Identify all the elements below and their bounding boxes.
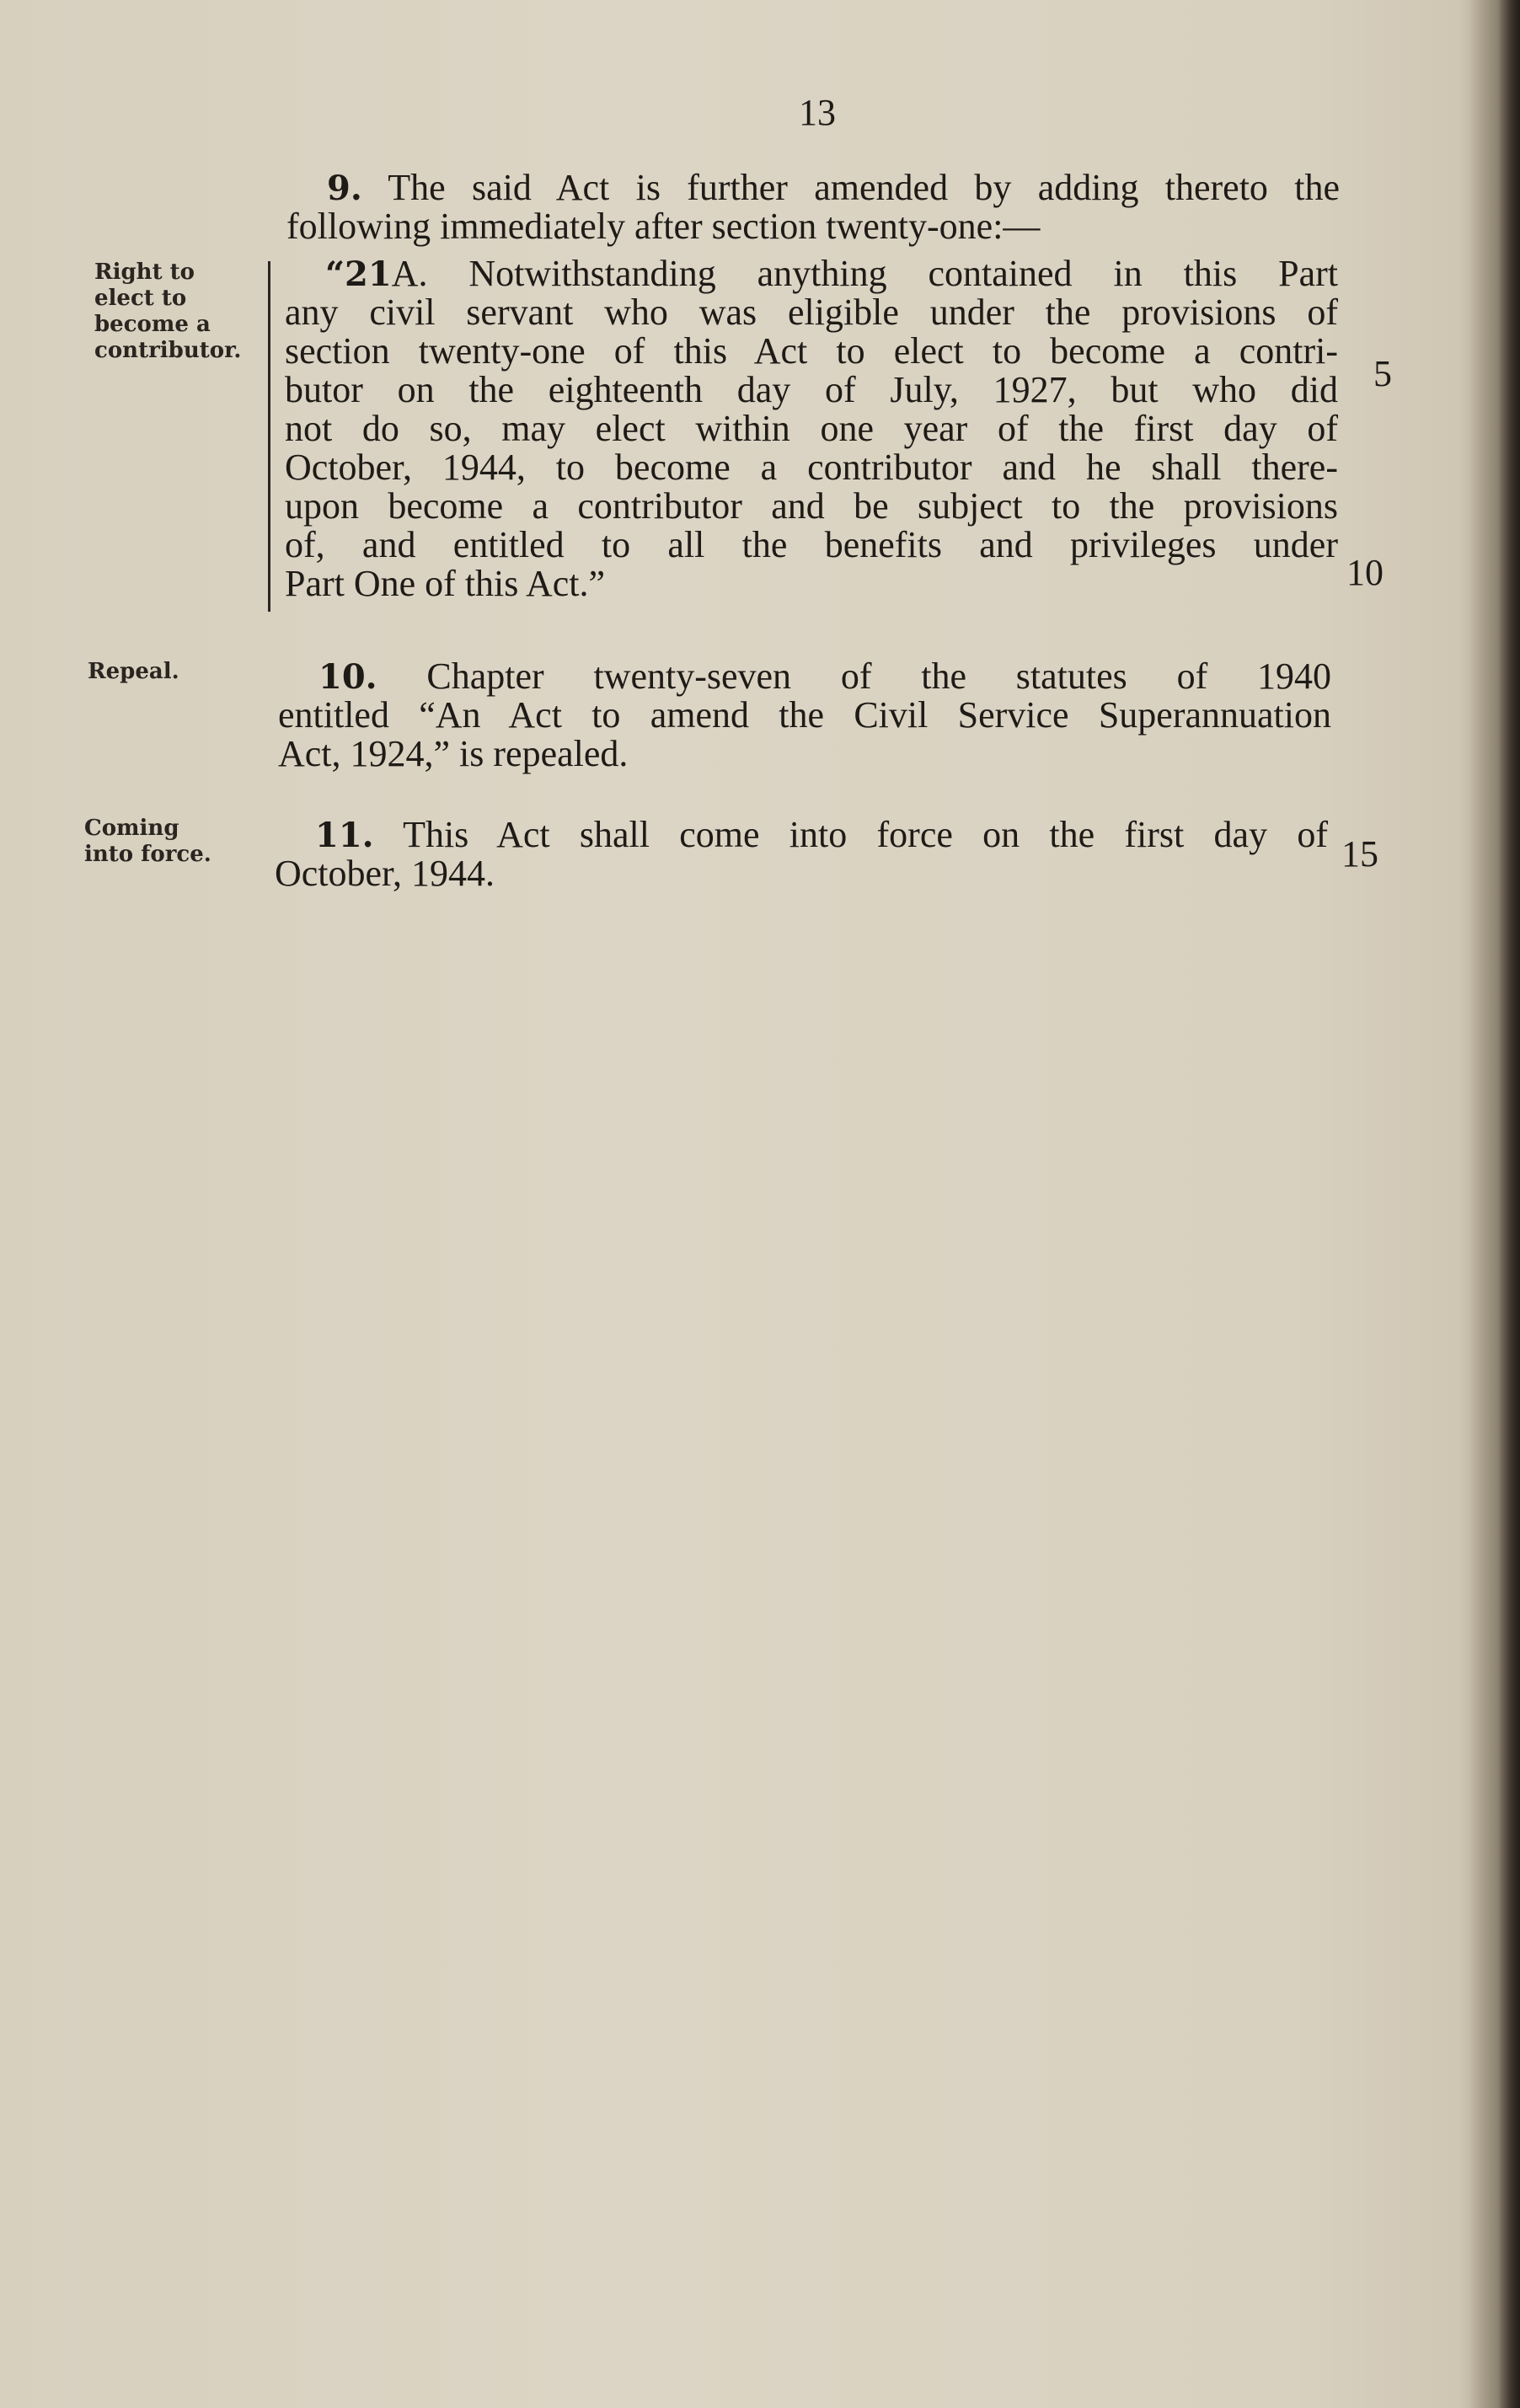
section-21a-number: “21: [325, 254, 392, 294]
section-10-line: Act, 1924,” is repealed.: [278, 733, 629, 774]
section-9-line: [286, 169, 1340, 207]
margin-note-line: elect to: [94, 286, 187, 311]
section-11-text: This Act shall come into force on the first day of: [403, 814, 1328, 855]
section-21a-text: Notwithstanding anything contained in this Part: [468, 253, 1338, 294]
section-21a-line: not do so, may elect within one year of the first day of: [285, 408, 1338, 449]
margin-note-repeal: [88, 659, 248, 685]
line-number-10: 10: [1346, 552, 1384, 593]
margin-note-line: Repeal.: [88, 659, 179, 684]
section-21a-line: [285, 254, 1338, 293]
section-11-line: October, 1944.: [275, 853, 495, 894]
section-10-line: entitled “An Act to amend the Civil Service Superannuation: [278, 694, 1331, 736]
section-9-text: The said Act is further amended by adding thereto the: [388, 167, 1340, 208]
section-21a-line: section twenty-one of this Act to elect to become a contri-: [285, 330, 1338, 372]
section-11: [275, 816, 1328, 893]
quotation-bar: [268, 261, 270, 612]
line-number-5: 5: [1373, 353, 1392, 394]
section-9-line: following immediately after section twenty-one:—: [286, 206, 1041, 247]
section-21a-suffix: A.: [391, 253, 428, 294]
section-10: [278, 657, 1331, 773]
section-9: [286, 169, 1340, 246]
section-11-number: 11.: [315, 816, 374, 855]
page-number: 13: [799, 92, 836, 133]
page-edge-shadow: [1469, 0, 1520, 2408]
section-10-line: [278, 657, 1331, 696]
section-21a-line: October, 1944, to become a contributor and he shall there-: [285, 447, 1338, 488]
margin-note-coming-into-force: [84, 816, 244, 868]
section-21a-line: any civil servant who was eligible under the provisions of: [285, 292, 1338, 333]
section-21a: [285, 254, 1338, 603]
margin-note-line: into force.: [84, 842, 211, 867]
section-21a-line: of, and entitled to all the benefits and privileges under: [285, 524, 1338, 565]
section-10-number: 10.: [318, 657, 377, 697]
section-10-text: Chapter twenty-seven of the statutes of 1940: [426, 656, 1331, 697]
section-11-line: [275, 816, 1328, 854]
section-21a-line: butor on the eighteenth day of July, 1927, but who did: [285, 369, 1338, 410]
section-9-number: 9.: [327, 169, 362, 208]
margin-note-line: become a: [94, 312, 211, 337]
margin-note-right-to-elect: [94, 260, 254, 364]
margin-note-line: Coming: [84, 816, 179, 841]
margin-note-line: contributor.: [94, 338, 242, 363]
section-21a-line: upon become a contributor and be subject to the provisions: [285, 485, 1338, 527]
margin-note-line: Right to: [94, 260, 195, 285]
line-number-15: 15: [1341, 833, 1378, 875]
section-21a-line: Part One of this Act.”: [285, 563, 606, 604]
